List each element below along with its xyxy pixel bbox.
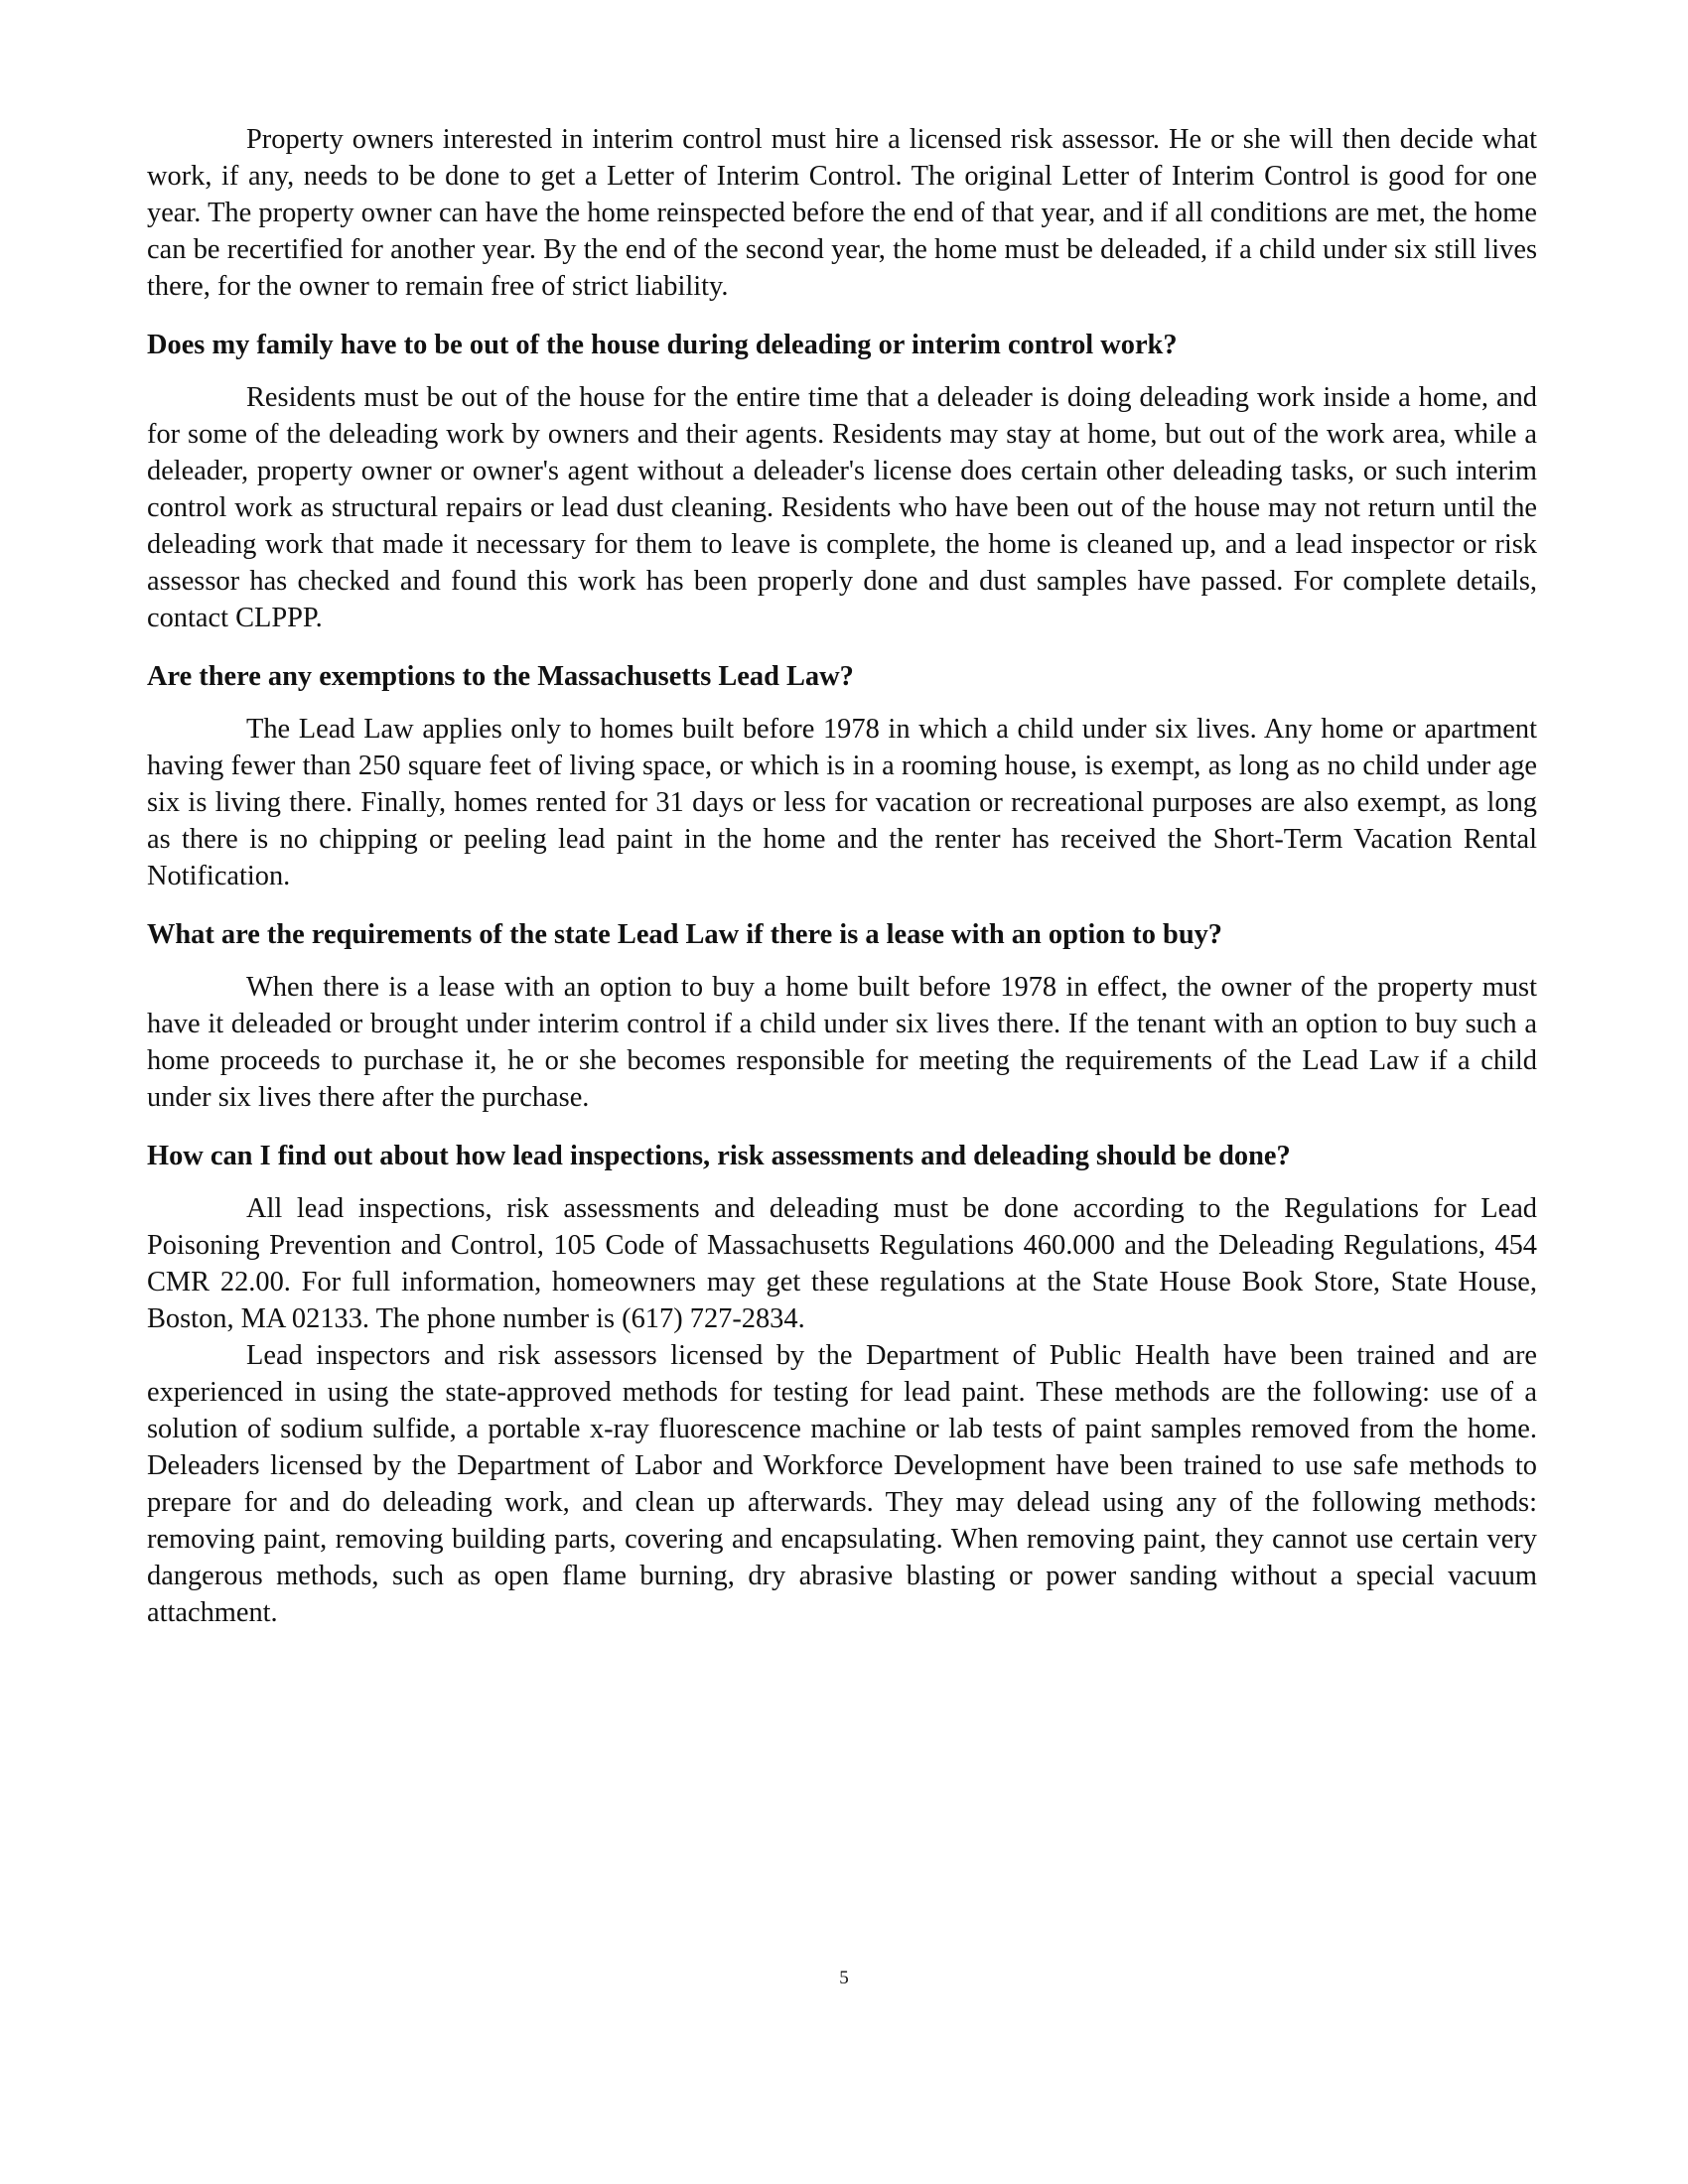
section-heading-lease-option: What are the requirements of the state Lead Law if there is a lease with an option to buy?	[147, 919, 1223, 950]
section-paragraph: The Lead Law applies only to homes built before 1978 in which a child under six lives. Any home or apartment having fewer than 250 square feet of living space, or which is in a rooming house, is exempt, as long as no child under age six is living there. Finally, homes rented for 31 days or less for vacation or recreational purposes are also exempt, as long as there is no chipping or peeling lead paint in the home and the renter has received the Short-Term Vacation Rental Notification.	[147, 714, 1537, 891]
document-page	[147, 121, 1537, 1631]
section-heading-exemptions: Are there any exemptions to the Massachusetts Lead Law?	[147, 661, 854, 692]
section-heading-inspection-methods: How can I find out about how lead inspections, risk assessments and deleading should be done?	[147, 1141, 1291, 1171]
intro-paragraph: Property owners interested in interim control must hire a licensed risk assessor. He or she will then decide what work, if any, needs to be done to get a Letter of Interim Control. The original Letter of Interim Control is good for one year. The property owner can have the home reinspected before the end of that year, and if all conditions are met, the home can be recertified for another year. By the end of the second year, the home must be deleaded, if a child under six still lives there, for the owner to remain free of strict liability.	[147, 124, 1537, 302]
section-paragraph: Residents must be out of the house for the entire time that a deleader is doing deleading work inside a home, and for some of the deleading work by owners and their agents. Residents may stay at home, but out of the work area, while a deleader, property owner or owner's agent without a deleader's license does certain other deleading tasks, or such interim control work as structural repairs or lead dust cleaning. Residents who have been out of the house may not return until the deleading work that made it necessary for them to leave is complete, the home is cleaned up, and a lead inspector or risk assessor has checked and found this work has been properly done and dust samples have passed. For complete details, contact CLPPP.	[147, 382, 1537, 633]
section-paragraph: When there is a lease with an option to buy a home built before 1978 in effect, the owner of the property must have it deleaded or brought under interim control if a child under six lives there. If the tenant with an option to buy such a home proceeds to purchase it, he or she becomes responsible for meeting the requirements of the Lead Law if a child under six lives there after the purchase.	[147, 972, 1537, 1113]
section-paragraph: Lead inspectors and risk assessors licensed by the Department of Public Health have been trained and are experienced in using the state-approved methods for testing for lead paint. These methods are the following: use of a solution of sodium sulfide, a portable x-ray fluorescence machine or lab tests of paint samples removed from the home. Deleaders licensed by the Department of Labor and Workforce Development have been trained to use safe methods to prepare for and do deleading work, and clean up afterwards. They may delead using any of the following methods: removing paint, removing building parts, covering and encapsulating. When removing paint, they cannot use certain very dangerous methods, such as open flame burning, dry abrasive blasting or power sanding without a special vacuum attachment.	[147, 1340, 1537, 1628]
section-paragraph: All lead inspections, risk assessments and deleading must be done according to the Regulations for Lead Poisoning Prevention and Control, 105 Code of Massachusetts Regulations 460.000 and the Deleading Regulations, 454 CMR 22.00. For full information, homeowners may get these regulations at the State House Book Store, State House, Boston, MA 02133. The phone number is (617) 727-2834.	[147, 1193, 1537, 1334]
section-heading-relocation: Does my family have to be out of the house during deleading or interim control work?	[147, 330, 1178, 360]
page-number: 5	[839, 1968, 849, 1988]
